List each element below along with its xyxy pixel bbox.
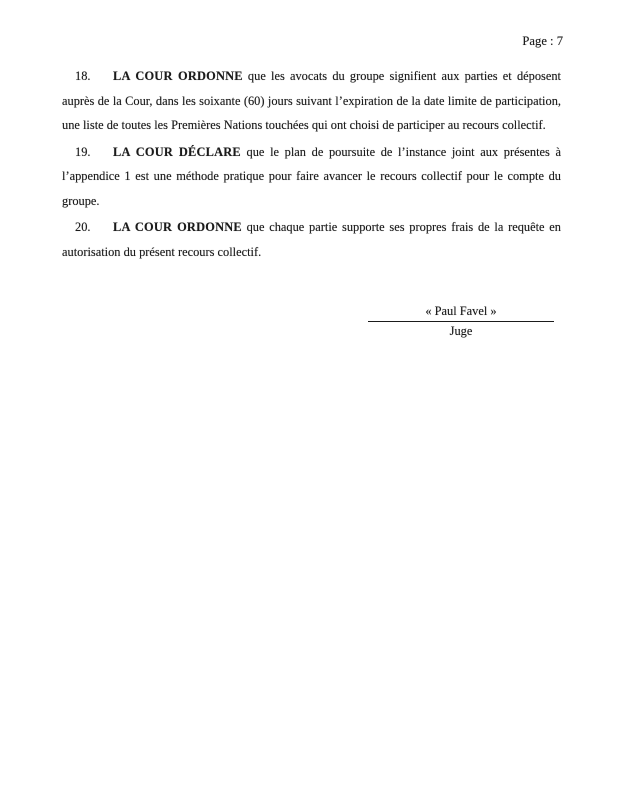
- paragraph-number: 20.: [75, 220, 91, 234]
- paragraph-number: 18.: [75, 69, 91, 83]
- paragraph-body: que le plan de poursuite de l’instance joint aux présentes à l’appendice 1 est une méthode pratique pour faire avancer le recours collectif pour le compte du groupe.: [62, 144, 561, 208]
- paragraph-20: [62, 215, 561, 264]
- paragraph-body: que les avocats du groupe signifient aux parties et déposent auprès de la Cour, dans les soixante (60) jours suivant l’expiration de la date limite de participation, une liste de toutes les Premières Nations touchées qui ont choisi de participer au recours collectif.: [62, 69, 561, 132]
- signature-block: [368, 303, 554, 339]
- paragraph-18: [62, 64, 561, 138]
- paragraph-heading: LA COUR DÉCLARE: [113, 144, 241, 159]
- order-paragraphs: [62, 64, 561, 266]
- paragraph-heading: LA COUR ORDONNE: [113, 220, 242, 234]
- signature-title: Juge: [449, 324, 473, 338]
- page-number: Page : 7: [522, 34, 563, 48]
- paragraph-19: [62, 140, 561, 214]
- paragraph-body: que chaque partie supporte ses propres frais de la requête en autorisation du présent recours collectif.: [62, 220, 561, 259]
- paragraph-number: 19.: [75, 144, 91, 159]
- signature-name: « Paul Favel »: [425, 304, 497, 318]
- paragraph-heading: LA COUR ORDONNE: [113, 69, 243, 83]
